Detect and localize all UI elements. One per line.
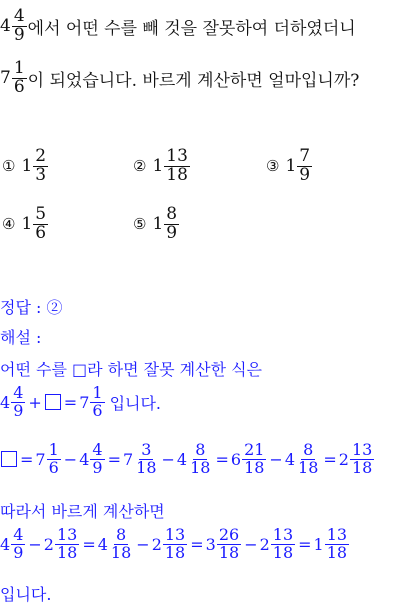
whole-part: 4 [0, 16, 11, 37]
whole-part: 2 [151, 534, 162, 554]
denominator: 18 [244, 457, 265, 477]
denominator: 18 [110, 542, 132, 562]
fraction [217, 527, 241, 562]
numerator: 4 [13, 525, 24, 544]
choice-marker: ⑤ [133, 215, 147, 234]
fraction [90, 442, 104, 477]
whole-part: 7 [35, 449, 46, 469]
numerator: 8 [116, 525, 127, 544]
numerator: 13 [166, 146, 188, 166]
denominator: 9 [13, 400, 24, 420]
whole-part: 2 [43, 534, 54, 554]
denominator: 6 [48, 457, 59, 477]
numerator: 4 [92, 440, 103, 459]
denominator: 3 [35, 164, 47, 185]
fraction [163, 527, 187, 562]
solution-line-2 [0, 385, 161, 420]
whole-part: 1 [21, 156, 33, 177]
numerator: 4 [13, 6, 25, 26]
numerator: 13 [351, 440, 373, 459]
numerator: 4 [13, 383, 24, 402]
whole-part: 4 [0, 534, 11, 554]
numerator: 13 [326, 525, 348, 544]
whole-part: 1 [313, 534, 324, 554]
solution-line-6 [0, 582, 51, 605]
whole-part: 1 [152, 214, 164, 235]
solution-line-3 [0, 442, 375, 477]
equals-sign: = [20, 449, 34, 469]
fraction [297, 148, 312, 185]
choice-marker: ① [2, 157, 16, 176]
fraction [350, 442, 374, 477]
choice-marker: ② [133, 157, 147, 176]
denominator: 9 [13, 24, 25, 45]
choice-marker: ④ [2, 215, 16, 234]
numerator: 13 [56, 525, 78, 544]
choice-2[interactable] [133, 148, 191, 185]
denominator: 9 [92, 457, 103, 477]
solution-line-1 [0, 357, 262, 380]
minus-sign: − [63, 449, 78, 469]
fraction [164, 148, 190, 185]
equals-sign: = [298, 534, 312, 554]
explanation-label-line [0, 325, 41, 348]
solution-line-5 [0, 527, 350, 562]
fraction [325, 527, 349, 562]
whole-part: 1 [152, 156, 164, 177]
numerator: 1 [48, 440, 59, 459]
fraction [33, 148, 48, 185]
denominator: 9 [299, 164, 311, 185]
numerator: 3 [141, 440, 152, 459]
whole-part: 6 [230, 449, 242, 469]
solution-line-4 [0, 499, 165, 522]
denominator: 18 [164, 542, 186, 562]
minus-sign: − [136, 534, 150, 554]
fraction [242, 442, 266, 477]
fraction [11, 385, 25, 420]
denominator: 18 [298, 457, 319, 477]
mixed-number [0, 60, 28, 97]
equals-sign: = [323, 449, 337, 469]
solution-suffix: 입니다. [109, 393, 162, 413]
numerator: 1 [92, 383, 103, 402]
minus-sign: − [161, 449, 175, 469]
question-line-1 [0, 8, 356, 45]
minus-sign: − [28, 534, 42, 554]
whole-part: 4 [97, 534, 108, 554]
denominator: 18 [218, 542, 240, 562]
denominator: 6 [92, 400, 103, 420]
whole-part: 2 [259, 534, 270, 554]
fraction [109, 527, 133, 562]
choice-marker: ③ [266, 157, 280, 176]
fraction [271, 527, 295, 562]
whole-part: 7 [122, 449, 134, 469]
fraction [47, 442, 61, 477]
fraction [188, 442, 212, 477]
whole-part: 4 [0, 392, 11, 412]
choice-4[interactable] [2, 206, 49, 243]
denominator: 6 [35, 222, 47, 243]
choice-3[interactable] [266, 148, 313, 185]
denominator: 6 [13, 76, 25, 97]
blank-box [45, 394, 61, 410]
numerator: 8 [195, 440, 206, 459]
mixed-number [0, 8, 28, 45]
denominator: 18 [326, 542, 348, 562]
choice-1[interactable] [2, 148, 49, 185]
numerator: 21 [244, 440, 265, 459]
fraction [296, 442, 320, 477]
whole-part: 4 [79, 449, 90, 469]
whole-part: 4 [176, 449, 188, 469]
answer-label: 정답 : ② [0, 298, 63, 317]
whole-part: 7 [0, 68, 11, 89]
explanation-label: 해설 : [0, 328, 42, 347]
fraction [11, 527, 25, 562]
fraction [12, 60, 27, 97]
minus-sign: − [244, 534, 258, 554]
fraction [90, 385, 104, 420]
whole-part: 4 [284, 449, 296, 469]
whole-part: 1 [21, 214, 33, 235]
minus-sign: − [269, 449, 283, 469]
equals-sign: = [215, 449, 229, 469]
solution-text-6: 입니다. [0, 585, 52, 604]
whole-part: 2 [338, 449, 349, 469]
numerator: 7 [299, 146, 311, 166]
fraction [33, 206, 48, 243]
question-line-2 [0, 60, 359, 97]
blank-box [1, 451, 17, 467]
fraction [134, 442, 158, 477]
denominator: 9 [13, 542, 24, 562]
denominator: 18 [190, 457, 211, 477]
equals-sign: = [82, 534, 96, 554]
numerator: 8 [166, 204, 178, 224]
solution-text-4: 따라서 바르게 계산하면 [0, 502, 165, 521]
plus-sign: + [28, 392, 42, 412]
denominator: 18 [56, 542, 78, 562]
equals-sign: = [107, 449, 121, 469]
whole-part: 1 [285, 156, 297, 177]
whole-part: 7 [79, 392, 90, 412]
fraction [12, 8, 27, 45]
answer-line [0, 295, 62, 318]
whole-part: 3 [205, 534, 216, 554]
denominator: 18 [136, 457, 157, 477]
fraction [55, 527, 79, 562]
denominator: 9 [166, 222, 178, 243]
denominator: 18 [166, 164, 188, 185]
fraction [164, 206, 179, 243]
numerator: 2 [35, 146, 47, 166]
numerator: 5 [35, 204, 47, 224]
solution-text-1: 어떤 수를 □라 하면 잘못 계산한 식은 [0, 360, 263, 379]
numerator: 13 [272, 525, 294, 544]
denominator: 18 [272, 542, 294, 562]
numerator: 1 [13, 58, 25, 78]
numerator: 13 [164, 525, 186, 544]
numerator: 26 [218, 525, 240, 544]
question-text-2: 이 되었습니다. 바르게 계산하면 얼마입니까? [27, 70, 360, 91]
numerator: 8 [303, 440, 314, 459]
question-text-1: 에서 어떤 수를 빼 것을 잘못하여 더하였더니 [27, 18, 356, 39]
denominator: 18 [351, 457, 373, 477]
choice-5[interactable] [133, 206, 180, 243]
equals-sign: = [190, 534, 204, 554]
equals-sign: = [63, 392, 78, 412]
